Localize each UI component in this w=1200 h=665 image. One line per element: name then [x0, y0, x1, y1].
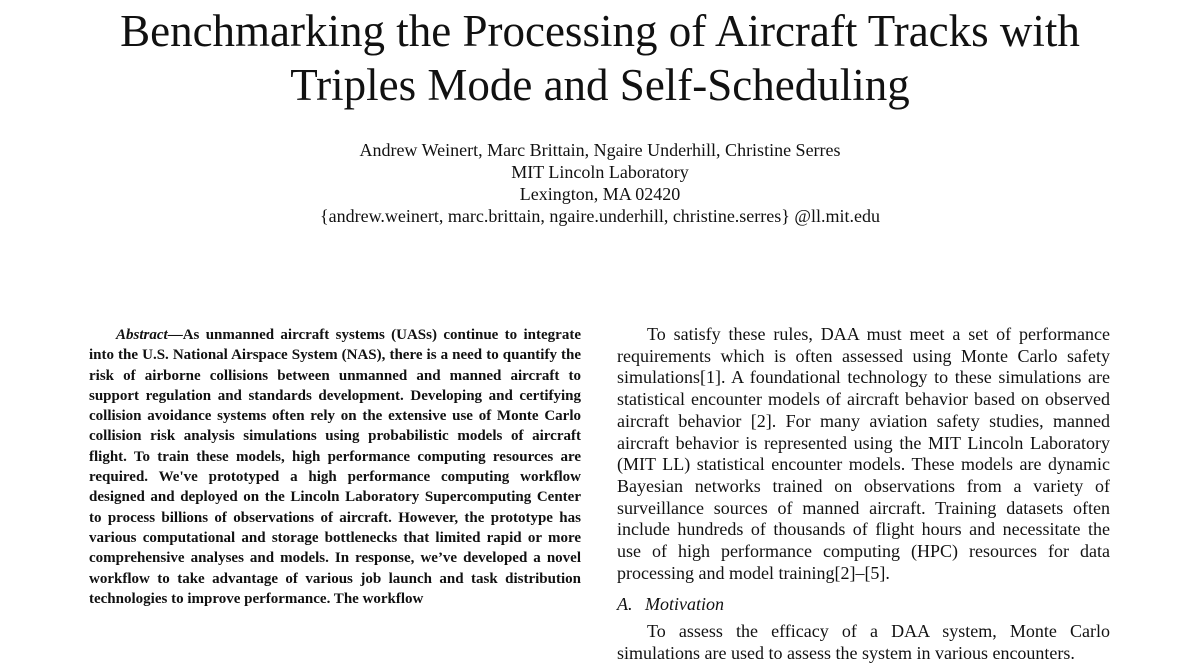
title-line-2: Triples Mode and Self-Scheduling [290, 60, 910, 110]
section-title: Motivation [645, 594, 724, 615]
author-block [0, 139, 1200, 227]
paper-title [0, 4, 1200, 112]
author-list: Andrew Weinert, Marc Brittain, Ngaire Underhill, Christine Serres [359, 140, 841, 160]
body-paragraph-1: To satisfy these rules, DAA must meet a set of performance requirements which is often assessed using Monte Carlo safety simulations[1]. A foundational technology to these simulations are statistical encounter models of aircraft behavior based on observed aircraft behavior [2]. For many aviation safety studies, manned aircraft behavior is represented using the MIT Lincoln Laboratory (MIT LL) statistical encounter models. These models are dynamic Bayesian networks trained on observations from a variety of surveillance sources of manned aircraft. Training datasets often include hundreds of thousands of flight hours and necessitate the use of high performance computing (HPC) resources for data processing and model training[2]–[5]. [617, 324, 1110, 583]
location: Lexington, MA 02420 [519, 184, 681, 204]
title-line-1: Benchmarking the Processing of Aircraft Tracks with [120, 6, 1080, 56]
body-column-right [617, 324, 1110, 665]
email-list: {andrew.weinert, marc.brittain, ngaire.underhill, christine.serres} @ll.mit.edu [319, 206, 880, 226]
section-number: A. [617, 594, 633, 615]
section-heading-motivation [617, 593, 1110, 615]
abstract [89, 325, 581, 609]
affiliation: MIT Lincoln Laboratory [511, 162, 689, 182]
body-paragraph-2: To assess the efficacy of a DAA system, Monte Carlo simulations are used to assess the system in various encounters. [617, 621, 1110, 664]
abstract-label: Abstract [116, 327, 168, 343]
abstract-text: —As unmanned aircraft systems (UASs) continue to integrate into the U.S. National Airspace System (NAS), there is a need to quantify the risk of airborne collisions between unmanned and manned aircraft to support regulation and standards development. Developing and certifying collision avoidance systems often rely on the extensive use of Monte Carlo collision risk analysis simulations using probabilistic models of aircraft flight. To train these models, high performance computing resources are required. We've prototyped a high performance computing workflow designed and deployed on the Lincoln Laboratory Supercomputing Center to process billions of observations of aircraft. However, the prototype has various computational and storage bottlenecks that limited rapid or more comprehensive analyses and models. In response, we’ve developed a novel workflow to take advantage of various job launch and task distribution technologies to improve performance. The workflow [89, 327, 581, 607]
